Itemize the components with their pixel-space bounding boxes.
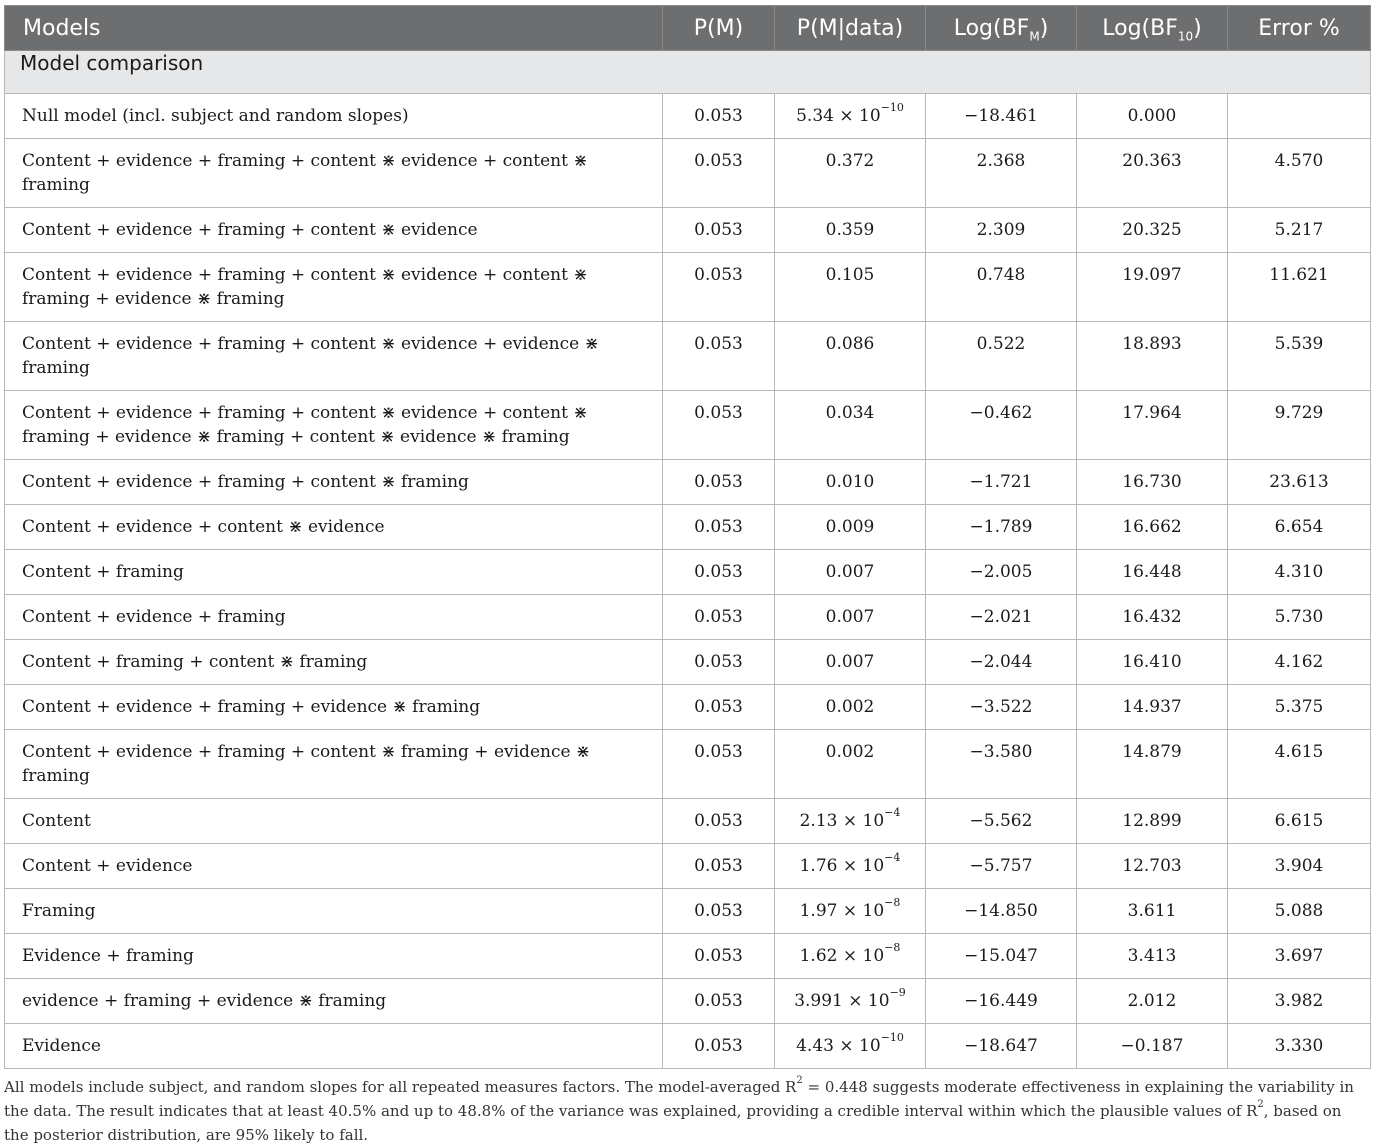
header-logbf10-sub: 10: [1177, 28, 1194, 43]
error-cell: 5.088: [1228, 889, 1371, 934]
logbfm-cell: −2.005: [926, 550, 1077, 595]
table-footnote: [4, 1069, 1370, 1147]
logbfm-cell: 0.522: [926, 322, 1077, 391]
model-cell: Framing: [5, 889, 663, 934]
pm-cell: 0.053: [663, 208, 775, 253]
model-cell: Null model (incl. subject and random slopes): [5, 94, 663, 139]
model-cell: Content + evidence + framing + content ⋇ evidence + content ⋇ framing + evidence ⋇ framing: [5, 253, 663, 322]
pm-cell: 0.053: [663, 139, 775, 208]
logbf10-cell: 16.448: [1077, 550, 1228, 595]
logbf10-cell: 16.730: [1077, 460, 1228, 505]
header-logbf10-paren: ): [1193, 15, 1202, 41]
error-cell: 4.570: [1228, 139, 1371, 208]
model-cell: Content + evidence + framing + content ⋇ evidence + content ⋇ framing: [5, 139, 663, 208]
table-row: [5, 979, 1371, 1024]
logbf10-cell: 3.413: [1077, 934, 1228, 979]
section-label: Model comparison: [5, 51, 1371, 94]
table-row: [5, 889, 1371, 934]
footnote-part1: All models include subject, and random slopes for all repeated measures factors. The model-averaged R: [4, 1078, 797, 1096]
table-row: [5, 322, 1371, 391]
logbfm-cell: −1.789: [926, 505, 1077, 550]
header-pm: P(M): [663, 6, 775, 51]
logbfm-cell: −18.461: [926, 94, 1077, 139]
error-cell: 3.904: [1228, 844, 1371, 889]
error-cell: 5.730: [1228, 595, 1371, 640]
error-cell: 9.729: [1228, 391, 1371, 460]
pmdata-cell: [775, 94, 926, 139]
logbf10-cell: 20.325: [1077, 208, 1228, 253]
pmdata-exponent: −9: [889, 986, 906, 1000]
pm-cell: 0.053: [663, 505, 775, 550]
error-cell: 6.615: [1228, 799, 1371, 844]
pmdata-mantissa: 1.76 × 10: [799, 856, 885, 876]
pmdata-cell: [775, 979, 926, 1024]
logbfm-cell: −2.021: [926, 595, 1077, 640]
logbf10-cell: 12.703: [1077, 844, 1228, 889]
pmdata-cell: 0.086: [775, 322, 926, 391]
logbfm-cell: −0.462: [926, 391, 1077, 460]
pmdata-cell: 0.359: [775, 208, 926, 253]
logbf10-cell: 16.662: [1077, 505, 1228, 550]
header-logbfm-paren: ): [1039, 15, 1049, 41]
pmdata-mantissa: 5.34 × 10: [796, 106, 881, 126]
pmdata-mantissa: 4.43 × 10: [796, 1036, 881, 1056]
footnote-part2: = 0.448 suggests moderate effectiveness in explaining the variability in the data. The result indicates that at least 40.5% and up to 48.8% of the variance was explained, providing a credible interval within which the plausible values of R: [4, 1078, 1354, 1120]
header-logbfm-sub: M: [1029, 28, 1040, 43]
pm-cell: 0.053: [663, 1024, 775, 1069]
model-cell: evidence + framing + evidence ⋇ framing: [5, 979, 663, 1024]
pm-cell: 0.053: [663, 595, 775, 640]
error-cell: 4.615: [1228, 730, 1371, 799]
logbf10-cell: 18.893: [1077, 322, 1228, 391]
error-cell: 5.539: [1228, 322, 1371, 391]
logbf10-cell: 17.964: [1077, 391, 1228, 460]
model-cell: Evidence + framing: [5, 934, 663, 979]
model-cell: Content + evidence + framing + content ⋇ evidence + content ⋇ framing + evidence ⋇ framing + content ⋇ evidence ⋇ framing: [5, 391, 663, 460]
error-cell: 5.375: [1228, 685, 1371, 730]
table-row: [5, 208, 1371, 253]
table-row: [5, 685, 1371, 730]
pmdata-cell: 0.105: [775, 253, 926, 322]
header-logbfm: [926, 6, 1077, 51]
table-row: [5, 550, 1371, 595]
table-row: [5, 505, 1371, 550]
footnote-sup2: 2: [1257, 1099, 1264, 1110]
header-logbf10: [1077, 6, 1228, 51]
model-cell: Content + framing: [5, 550, 663, 595]
logbf10-cell: 14.937: [1077, 685, 1228, 730]
pmdata-exponent: −4: [884, 806, 901, 820]
error-cell: [1228, 94, 1371, 139]
pmdata-cell: 0.034: [775, 391, 926, 460]
table-row: [5, 799, 1371, 844]
table-row: [5, 460, 1371, 505]
pmdata-cell: 0.007: [775, 640, 926, 685]
pmdata-mantissa: 1.97 × 10: [799, 901, 885, 921]
logbfm-cell: −2.044: [926, 640, 1077, 685]
model-cell: Content + framing + content ⋇ framing: [5, 640, 663, 685]
footnote-sup1: 2: [796, 1075, 803, 1086]
error-cell: 6.654: [1228, 505, 1371, 550]
error-cell: 23.613: [1228, 460, 1371, 505]
pm-cell: 0.053: [663, 889, 775, 934]
logbf10-cell: 0.000: [1077, 94, 1228, 139]
pmdata-exponent: −10: [880, 101, 904, 115]
pmdata-cell: [775, 799, 926, 844]
pmdata-cell: 0.009: [775, 505, 926, 550]
pmdata-exponent: −10: [880, 1031, 904, 1045]
pm-cell: 0.053: [663, 94, 775, 139]
error-cell: 3.330: [1228, 1024, 1371, 1069]
results-container: [4, 5, 1370, 1147]
model-cell: Content + evidence + framing + content ⋇ evidence: [5, 208, 663, 253]
logbfm-cell: −16.449: [926, 979, 1077, 1024]
table-row: [5, 730, 1371, 799]
pmdata-mantissa: 2.13 × 10: [799, 811, 885, 831]
model-cell: Content + evidence + framing + content ⋇ framing: [5, 460, 663, 505]
model-cell: Content + evidence: [5, 844, 663, 889]
logbfm-cell: −18.647: [926, 1024, 1077, 1069]
logbfm-cell: −3.580: [926, 730, 1077, 799]
pm-cell: 0.053: [663, 460, 775, 505]
pmdata-cell: 0.002: [775, 730, 926, 799]
table-row: [5, 844, 1371, 889]
logbf10-cell: 16.432: [1077, 595, 1228, 640]
header-logbfm-base: Log(BF: [953, 15, 1030, 41]
pm-cell: 0.053: [663, 979, 775, 1024]
pm-cell: 0.053: [663, 391, 775, 460]
logbf10-cell: 3.611: [1077, 889, 1228, 934]
logbfm-cell: −5.562: [926, 799, 1077, 844]
pmdata-cell: 0.002: [775, 685, 926, 730]
model-cell: Content: [5, 799, 663, 844]
pm-cell: 0.053: [663, 640, 775, 685]
pmdata-cell: [775, 934, 926, 979]
logbfm-cell: 2.368: [926, 139, 1077, 208]
logbfm-cell: 0.748: [926, 253, 1077, 322]
model-cell: Content + evidence + framing: [5, 595, 663, 640]
pmdata-cell: 0.372: [775, 139, 926, 208]
error-cell: 4.162: [1228, 640, 1371, 685]
pmdata-cell: [775, 889, 926, 934]
pm-cell: 0.053: [663, 253, 775, 322]
pmdata-exponent: −4: [884, 851, 901, 865]
error-cell: 4.310: [1228, 550, 1371, 595]
logbf10-cell: −0.187: [1077, 1024, 1228, 1069]
logbf10-cell: 12.899: [1077, 799, 1228, 844]
table-row: [5, 391, 1371, 460]
pm-cell: 0.053: [663, 322, 775, 391]
table-row: [5, 640, 1371, 685]
table-row: [5, 934, 1371, 979]
logbfm-cell: −15.047: [926, 934, 1077, 979]
model-cell: Content + evidence + framing + content ⋇ evidence + evidence ⋇ framing: [5, 322, 663, 391]
pm-cell: 0.053: [663, 799, 775, 844]
table-row: [5, 595, 1371, 640]
logbfm-cell: −5.757: [926, 844, 1077, 889]
model-comparison-table: [4, 5, 1371, 1069]
pmdata-mantissa: 3.991 × 10: [794, 991, 890, 1011]
pm-cell: 0.053: [663, 730, 775, 799]
model-cell: Content + evidence + framing + content ⋇ framing + evidence ⋇ framing: [5, 730, 663, 799]
error-cell: 11.621: [1228, 253, 1371, 322]
logbf10-cell: 16.410: [1077, 640, 1228, 685]
header-models: Models: [5, 6, 663, 51]
logbfm-cell: −1.721: [926, 460, 1077, 505]
logbf10-cell: 14.879: [1077, 730, 1228, 799]
logbf10-cell: 20.363: [1077, 139, 1228, 208]
table-row: [5, 1024, 1371, 1069]
pmdata-cell: 0.010: [775, 460, 926, 505]
section-row: [5, 51, 1371, 94]
pm-cell: 0.053: [663, 685, 775, 730]
error-cell: 3.697: [1228, 934, 1371, 979]
error-cell: 5.217: [1228, 208, 1371, 253]
logbf10-cell: 19.097: [1077, 253, 1228, 322]
pmdata-cell: [775, 844, 926, 889]
logbfm-cell: −3.522: [926, 685, 1077, 730]
header-pmdata: P(M|data): [775, 6, 926, 51]
pm-cell: 0.053: [663, 550, 775, 595]
model-cell: Evidence: [5, 1024, 663, 1069]
pmdata-cell: [775, 1024, 926, 1069]
error-cell: 3.982: [1228, 979, 1371, 1024]
table-row: [5, 94, 1371, 139]
pmdata-cell: 0.007: [775, 595, 926, 640]
logbfm-cell: −14.850: [926, 889, 1077, 934]
header-logbf10-base: Log(BF: [1102, 15, 1178, 41]
pmdata-mantissa: 1.62 × 10: [799, 946, 885, 966]
header-error: Error %: [1228, 6, 1371, 51]
pm-cell: 0.053: [663, 934, 775, 979]
pmdata-exponent: −8: [884, 941, 901, 955]
pm-cell: 0.053: [663, 844, 775, 889]
table-row: [5, 253, 1371, 322]
footnote-part3: , based on the posterior distribution, are 95% likely to fall.: [4, 1102, 1342, 1144]
logbf10-cell: 2.012: [1077, 979, 1228, 1024]
logbfm-cell: 2.309: [926, 208, 1077, 253]
table-row: [5, 139, 1371, 208]
model-cell: Content + evidence + content ⋇ evidence: [5, 505, 663, 550]
model-cell: Content + evidence + framing + evidence ⋇ framing: [5, 685, 663, 730]
pmdata-exponent: −8: [884, 896, 901, 910]
pmdata-cell: 0.007: [775, 550, 926, 595]
header-row: [5, 6, 1371, 51]
